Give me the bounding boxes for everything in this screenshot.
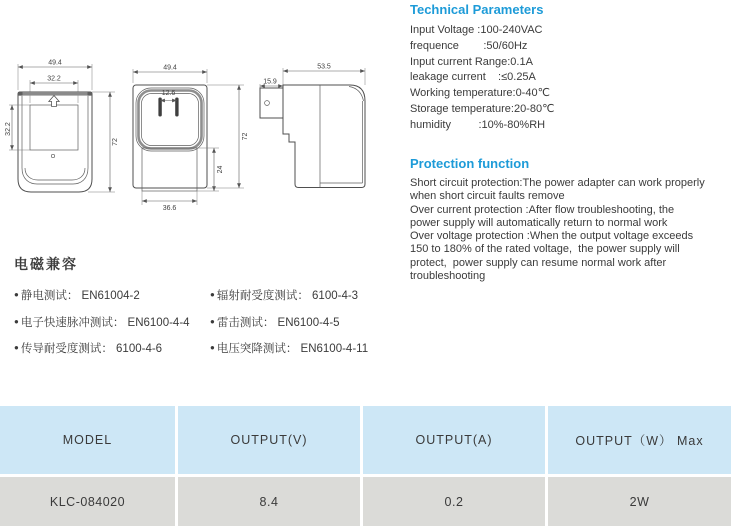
drawing-side-view: [254, 40, 372, 232]
dim-back-window-height: 32.2: [5, 122, 12, 136]
plug-face-rim: [139, 91, 202, 149]
protection-line: Over voltage protection :When the output voltage exceeds: [410, 230, 694, 243]
header-output-volts: OUTPUT(V): [175, 406, 360, 474]
dim-label-height: 24: [217, 165, 224, 174]
header-output-amps: OUTPUT(A): [360, 406, 545, 474]
back-label-window: [30, 105, 78, 150]
dim-label-width: 36.6: [162, 205, 177, 212]
protection-line: protect, power supply can resume normal work after: [410, 256, 667, 269]
cell-model: KLC-084020: [0, 477, 175, 526]
emc-item-electrostatic: [14, 287, 210, 303]
param-humidity: humidity :10%-80%RH: [410, 118, 546, 131]
protection-function-title: Protection function: [410, 156, 530, 171]
emc-section: [14, 254, 394, 356]
bullet-icon: ●: [14, 343, 19, 352]
dim-plug-depth: 15.9: [263, 78, 277, 86]
protection-line: 150 to 180% of the rated voltage, the power supply will: [410, 243, 680, 256]
drawing-front-view: [126, 40, 254, 232]
param-storage-temp: Storage temperature:20-80℃: [410, 102, 555, 115]
param-frequency: frequence :50/60Hz: [410, 39, 528, 52]
header-model: MODEL: [0, 406, 175, 474]
emc-item-conducted-immunity: [14, 340, 210, 356]
screw-hole: [51, 154, 54, 157]
drawing-back-view: [2, 40, 124, 232]
bullet-icon: ●: [210, 343, 215, 352]
dim-back-height: 72: [112, 138, 119, 146]
protection-line: when short circuit faults remove: [410, 190, 565, 203]
dim-front-width: 49.4: [163, 64, 177, 72]
protection-line: Short circuit protection:The power adapter can work properly: [410, 177, 705, 189]
emc-item-fast-transient: [14, 314, 210, 330]
dim-back-width: 49.4: [48, 59, 62, 67]
technical-parameters-title: Technical Parameters: [410, 2, 544, 17]
dim-side-depth: 53.5: [317, 63, 331, 71]
emc-item-radiated-immunity: [210, 287, 368, 303]
emc-item-label: 传导耐受度测试： 6100-4-6: [20, 343, 163, 355]
emc-item-voltage-dip: [210, 340, 368, 356]
emc-item-label: 雷击测试： EN6100-4-5: [216, 316, 340, 329]
bullet-icon: ●: [210, 290, 215, 299]
front-label-plate: [142, 148, 197, 191]
technical-parameters-section: [410, 2, 731, 134]
emc-title: 电磁兼容: [14, 256, 78, 272]
back-top-edge: [18, 92, 92, 96]
bullet-icon: ●: [14, 290, 19, 299]
protection-line: Over current protection :After flow troubleshooting, the: [410, 203, 675, 216]
table-header-row: [0, 406, 731, 474]
dim-front-height: 72: [242, 132, 249, 141]
side-plug-block: [260, 88, 283, 118]
protection-line: troubleshooting: [410, 270, 486, 283]
emc-item-surge: [210, 314, 368, 330]
header-output-watts: OUTPUT（W） Max: [545, 406, 731, 474]
protection-line: power supply will automatically return to normal work: [410, 216, 668, 229]
param-input-voltage: Input Voltage :100-240VAC: [410, 24, 543, 36]
output-spec-table: [0, 406, 731, 526]
cell-output-watts: 2W: [545, 477, 731, 526]
dim-pin-pitch: 12.6: [161, 90, 176, 97]
emc-item-label: 电压突降测试： EN6100-4-11: [216, 343, 369, 355]
param-leakage-current: leakage current :≤0.25A: [410, 71, 536, 84]
emc-item-label: 静电测试： EN61004-2: [20, 290, 140, 302]
cell-output-volts: 8.4: [175, 477, 360, 526]
protection-function-section: [410, 156, 731, 283]
bullet-icon: ●: [14, 316, 19, 326]
param-working-temp: Working temperature:0-40℃: [410, 87, 550, 100]
dim-back-window-width: 32.2: [47, 75, 61, 83]
table-row: [0, 477, 731, 526]
cell-output-amps: 0.2: [360, 477, 545, 526]
bullet-icon: ●: [210, 316, 215, 326]
param-input-current: Input current Range:0.1A: [410, 55, 533, 68]
emc-item-label: 电子快速脉冲测试： EN6100-4-4: [20, 316, 190, 329]
emc-item-label: 辐射耐受度测试： 6100-4-3: [216, 290, 359, 302]
